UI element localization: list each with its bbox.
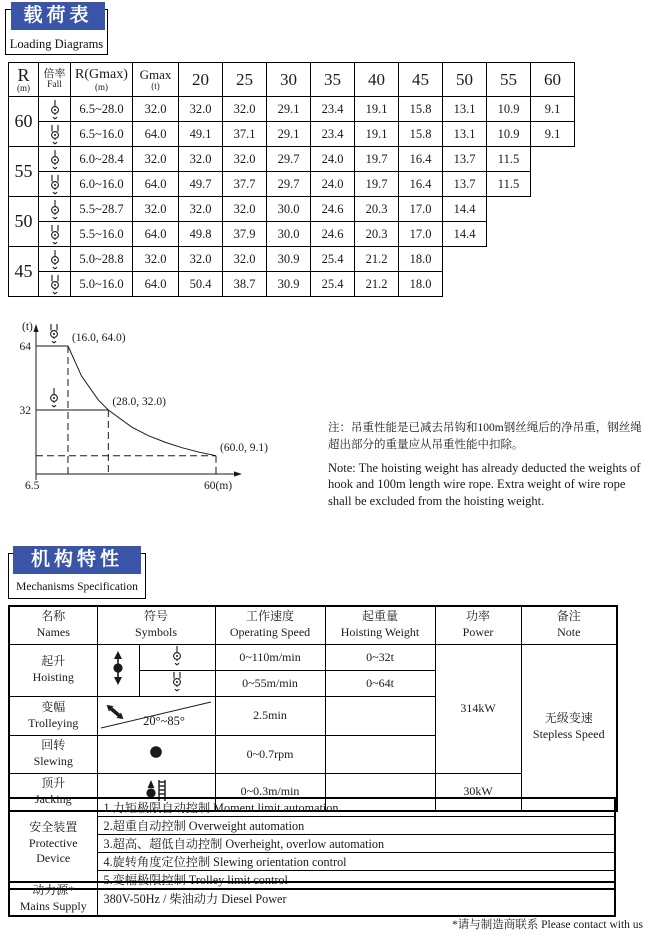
double-fall-icon (139, 670, 215, 696)
load-value: 24.0 (311, 172, 355, 197)
jacking-speed: 0~0.3m/min (215, 773, 325, 811)
single-fall-icon (39, 97, 71, 122)
hoisting-weight-1: 0~32t (325, 644, 435, 670)
empty-cell (487, 222, 531, 247)
load-value: 32.0 (179, 197, 223, 222)
load-value: 29.1 (267, 97, 311, 122)
load-row (9, 222, 575, 247)
mech-row-hoisting-1 (9, 644, 617, 670)
load-value: 13.7 (443, 147, 487, 172)
radius-group-label: 45 (9, 247, 39, 297)
load-value: 19.7 (355, 147, 399, 172)
load-value: 30.0 (267, 222, 311, 247)
load-value: 21.2 (355, 247, 399, 272)
safety-item-2: 2.超重自动控制 Overweight automation (97, 817, 615, 835)
note-text-en: Note: The hoisting weight has already deducted the weights of hook and 100m length wire rope. Extra weight of wire rope shall be excluded from the hoisting weight. (328, 460, 641, 508)
load-value: 37.7 (223, 172, 267, 197)
load-value: 23.4 (311, 122, 355, 147)
svg-text:32: 32 (19, 405, 31, 417)
double-fall-icon (39, 172, 71, 197)
load-value: 16.4 (399, 172, 443, 197)
load-value: 21.2 (355, 272, 399, 297)
load-value: 14.4 (443, 197, 487, 222)
load-value: 16.4 (399, 147, 443, 172)
load-row (9, 147, 575, 172)
empty-cell (443, 272, 487, 297)
safety-item-1: 1.力矩极限自动控制 Moment limit automation (97, 798, 615, 817)
double-fall-icon (39, 272, 71, 297)
mechanisms-section-header (8, 546, 150, 602)
load-value: 32.0 (179, 97, 223, 122)
rgmax-range: 5.0~16.0 (71, 272, 133, 297)
mech-col-names: 名称 Names (9, 606, 97, 644)
load-value: 49.7 (179, 172, 223, 197)
radius-group-label: 55 (9, 147, 39, 197)
col-header-r: R (m) (9, 63, 39, 97)
double-fall-icon (39, 122, 71, 147)
rgmax-range: 5.0~28.8 (71, 247, 133, 272)
single-fall-icon (39, 147, 71, 172)
col-header-radius-40: 40 (355, 63, 399, 97)
jacking-name-cell: 顶升 Jacking (9, 773, 97, 811)
load-value: 29.7 (267, 147, 311, 172)
radius-group-label: 50 (9, 197, 39, 247)
note-block (328, 420, 646, 509)
svg-text:60(m): 60(m) (204, 480, 233, 492)
safety-row (9, 853, 615, 871)
load-value: 19.1 (355, 122, 399, 147)
empty-cell (443, 247, 487, 272)
col-header-radius-60: 60 (531, 63, 575, 97)
gmax-value: 32.0 (133, 147, 179, 172)
col-header-radius-30: 30 (267, 63, 311, 97)
trolleying-speed: 2.5min (215, 696, 325, 735)
col-header-fall: 倍率 Fall (39, 63, 71, 97)
double-fall-icon (39, 222, 71, 247)
gmax-value: 32.0 (133, 97, 179, 122)
empty-cell (531, 272, 575, 297)
load-value: 32.0 (223, 197, 267, 222)
mechanisms-section-title-cn: 机构特性 (13, 546, 141, 574)
loading-table-header-row (9, 63, 575, 97)
load-value: 38.7 (223, 272, 267, 297)
load-value: 50.4 (179, 272, 223, 297)
load-value: 24.0 (311, 147, 355, 172)
load-value: 37.1 (223, 122, 267, 147)
col-header-radius-50: 50 (443, 63, 487, 97)
mech-col-power: 功率 Power (435, 606, 521, 644)
load-value: 11.5 (487, 172, 531, 197)
load-value: 11.5 (487, 147, 531, 172)
load-value: 32.0 (223, 247, 267, 272)
col-header-rgmax: R(Gmax) (m) (71, 63, 133, 97)
empty-cell (531, 147, 575, 172)
col-header-radius-35: 35 (311, 63, 355, 97)
note-text-cn: 注：吊重性能是已减去吊钩和100m钢丝绳后的净吊重，钢丝绳超出部分的重量应从吊重性能中扣除。 (328, 422, 642, 452)
empty-cell (487, 197, 531, 222)
mech-col-speed: 工作速度 Operating Speed (215, 606, 325, 644)
empty-cell (531, 247, 575, 272)
gmax-value: 64.0 (133, 122, 179, 147)
safety-item-4: 4.旋转角度定位控制 Slewing orientation control (97, 853, 615, 871)
mains-supply-row (9, 882, 615, 916)
single-fall-icon (139, 644, 215, 670)
load-value: 32.0 (179, 247, 223, 272)
load-value: 49.8 (179, 222, 223, 247)
col-header-radius-55: 55 (487, 63, 531, 97)
rgmax-range: 6.0~28.4 (71, 147, 133, 172)
load-value: 30.9 (267, 272, 311, 297)
col-header-radius-20: 20 (179, 63, 223, 97)
gmax-value: 64.0 (133, 172, 179, 197)
load-value: 32.0 (223, 147, 267, 172)
load-value: 29.1 (267, 122, 311, 147)
load-value: 15.8 (399, 97, 443, 122)
svg-text:(16.0, 64.0): (16.0, 64.0) (71, 332, 126, 344)
loading-section-title-cn: 载荷表 (11, 2, 105, 30)
mechanisms-section-title-en: Mechanisms Specification (16, 581, 138, 593)
load-value: 24.6 (311, 197, 355, 222)
load-value: 13.7 (443, 172, 487, 197)
gmax-value: 32.0 (133, 247, 179, 272)
hoisting-name-cell: 起升 Hoisting (9, 644, 97, 696)
hoisting-weight-2: 0~64t (325, 670, 435, 696)
loading-section-header (5, 2, 113, 58)
svg-text:6.5: 6.5 (25, 480, 40, 492)
safety-row (9, 798, 615, 817)
safety-row (9, 817, 615, 835)
contact-footnote: *请与制造商联系 Please contact with us (451, 919, 643, 931)
power-jacking-value: 30kW (435, 773, 521, 811)
empty-cell (531, 172, 575, 197)
load-value: 15.8 (399, 122, 443, 147)
single-fall-icon (39, 197, 71, 222)
double-fall-icon (51, 324, 58, 343)
safety-row (9, 835, 615, 853)
load-value: 49.1 (179, 122, 223, 147)
col-header-radius-25: 25 (223, 63, 267, 97)
slewing-name-cell: 回转 Slewing (9, 735, 97, 773)
load-value: 17.0 (399, 222, 443, 247)
load-value: 19.1 (355, 97, 399, 122)
loading-table (8, 62, 575, 297)
mains-supply-name-cell: 动力源* Mains Supply (9, 882, 97, 916)
mains-supply-table (8, 881, 616, 917)
load-value: 32.0 (223, 97, 267, 122)
load-value: 30.9 (267, 247, 311, 272)
mech-col-weight: 起重量 Hoisting Weight (325, 606, 435, 644)
hoisting-speed-1: 0~110m/min (215, 644, 325, 670)
rgmax-range: 6.5~28.0 (71, 97, 133, 122)
empty-cell (487, 272, 531, 297)
rgmax-range: 6.0~16.0 (71, 172, 133, 197)
load-value: 30.0 (267, 197, 311, 222)
load-value: 17.0 (399, 197, 443, 222)
load-curve-chart (6, 316, 336, 516)
rgmax-range: 5.5~16.0 (71, 222, 133, 247)
svg-text:20°~85°: 20°~85° (143, 713, 185, 728)
mains-supply-value: 380V-50Hz / 柴油动力 Diesel Power (97, 882, 615, 916)
load-value: 32.0 (179, 147, 223, 172)
load-value: 20.3 (355, 197, 399, 222)
safety-name-cell: 安全装置 Protective Device (9, 798, 97, 889)
load-value: 19.7 (355, 172, 399, 197)
load-row (9, 247, 575, 272)
load-value: 23.4 (311, 97, 355, 122)
radius-group-label: 60 (9, 97, 39, 147)
load-value: 20.3 (355, 222, 399, 247)
power-main-value: 314kW (435, 644, 521, 773)
safety-item-5: 5.变幅极限控制 Trolley limit control (97, 871, 615, 890)
empty-cell (531, 197, 575, 222)
load-value: 10.9 (487, 97, 531, 122)
trolleying-symbol-icon (97, 696, 215, 735)
load-value: 18.0 (399, 247, 443, 272)
load-value: 13.1 (443, 97, 487, 122)
load-value: 18.0 (399, 272, 443, 297)
load-row (9, 197, 575, 222)
hoisting-arrow-icon (97, 644, 139, 696)
rgmax-range: 6.5~16.0 (71, 122, 133, 147)
svg-text:(t): (t) (22, 321, 33, 333)
load-value: 9.1 (531, 97, 575, 122)
svg-text:(28.0, 32.0): (28.0, 32.0) (112, 396, 167, 408)
load-value: 37.9 (223, 222, 267, 247)
load-value: 25.4 (311, 247, 355, 272)
mech-col-note: 备注 Note (521, 606, 617, 644)
col-header-radius-45: 45 (399, 63, 443, 97)
col-header-gmax: Gmax (t) (133, 63, 179, 97)
loading-section-title-en: Loading Diagrams (9, 37, 104, 51)
load-value: 10.9 (487, 122, 531, 147)
load-row (9, 122, 575, 147)
trolleying-name-cell: 变幅 Trolleying (9, 696, 97, 735)
empty-cell (487, 247, 531, 272)
load-row (9, 272, 575, 297)
stepless-note-cell: 无级变速 Stepless Speed (521, 644, 617, 811)
load-value: 24.6 (311, 222, 355, 247)
single-fall-icon (51, 388, 58, 407)
gmax-value: 32.0 (133, 197, 179, 222)
svg-text:(60.0, 9.1): (60.0, 9.1) (220, 441, 268, 454)
mech-col-symbols: 符号 Symbols (97, 606, 215, 644)
hoisting-speed-2: 0~55m/min (215, 670, 325, 696)
load-value: 9.1 (531, 122, 575, 147)
trolleying-weight-empty (325, 696, 435, 735)
slewing-speed: 0~0.7rpm (215, 735, 325, 773)
safety-table (8, 797, 616, 890)
mechanisms-table (8, 605, 618, 812)
empty-cell (531, 222, 575, 247)
safety-item-3: 3.超高、超低自动控制 Overheight, overlow automation (97, 835, 615, 853)
gmax-value: 64.0 (133, 272, 179, 297)
single-fall-icon (39, 247, 71, 272)
gmax-value: 64.0 (133, 222, 179, 247)
mech-header-row (9, 606, 617, 644)
load-row (9, 172, 575, 197)
slewing-symbol-icon (97, 735, 215, 773)
load-value: 13.1 (443, 122, 487, 147)
load-value: 29.7 (267, 172, 311, 197)
rgmax-range: 5.5~28.7 (71, 197, 133, 222)
slewing-weight-empty (325, 735, 435, 773)
load-value: 25.4 (311, 272, 355, 297)
load-row (9, 97, 575, 122)
svg-text:64: 64 (19, 341, 31, 353)
load-value: 14.4 (443, 222, 487, 247)
